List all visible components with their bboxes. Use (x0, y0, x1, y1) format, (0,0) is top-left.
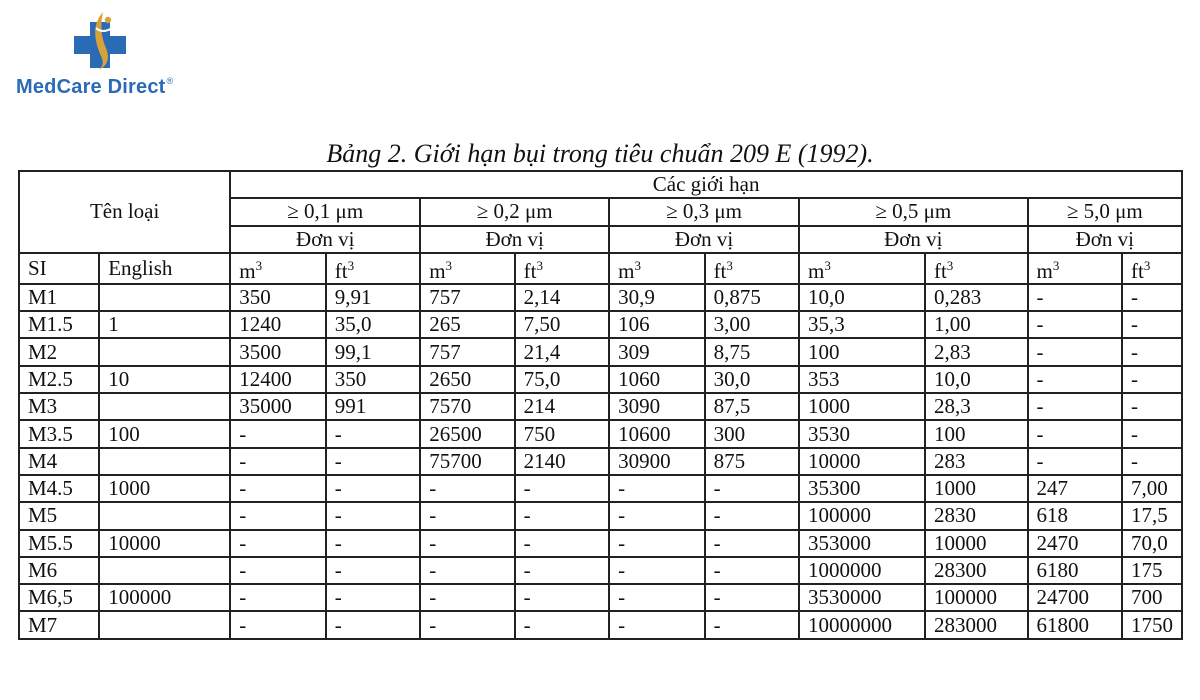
limit-value-cell: 100000 (799, 502, 925, 529)
limit-value-cell: 991 (326, 393, 420, 420)
limit-value-cell: 2,14 (515, 284, 609, 311)
limit-value-cell: 1000000 (799, 557, 925, 584)
unit-ft3: $ft^3$ (326, 253, 420, 284)
limit-value-cell: - (515, 502, 609, 529)
si-class-cell: M1 (19, 284, 99, 311)
english-class-cell (99, 448, 230, 475)
english-class-cell: 100 (99, 420, 230, 447)
table-row (19, 584, 1182, 611)
limit-value-cell: - (1028, 338, 1122, 365)
limit-value-cell: 2140 (515, 448, 609, 475)
limit-value-cell: 10000000 (799, 611, 925, 638)
limit-value-cell: 1240 (230, 311, 325, 338)
english-class-cell (99, 284, 230, 311)
limit-value-cell: 875 (705, 448, 799, 475)
limit-value-cell: 75,0 (515, 366, 609, 393)
limit-value-cell: - (609, 475, 704, 502)
table-row (19, 338, 1182, 365)
limit-value-cell: 2830 (925, 502, 1028, 529)
limit-value-cell: 300 (705, 420, 799, 447)
limit-value-cell: - (230, 475, 325, 502)
limit-value-cell: 283 (925, 448, 1028, 475)
limit-value-cell: 283000 (925, 611, 1028, 638)
limit-value-cell: - (1028, 284, 1122, 311)
unit-m3: $m^3$ (799, 253, 925, 284)
si-class-cell: M2 (19, 338, 99, 365)
limit-value-cell: - (326, 584, 420, 611)
unit-header: Đơn vị (420, 226, 609, 253)
limit-value-cell: - (609, 611, 704, 638)
size-header: ≥ 0,1 μm (230, 198, 420, 225)
limit-value-cell: 6180 (1028, 557, 1122, 584)
si-class-cell: M4.5 (19, 475, 99, 502)
limit-value-cell: - (326, 420, 420, 447)
limit-value-cell: 353 (799, 366, 925, 393)
unit-header: Đơn vị (799, 226, 1028, 253)
table-row (19, 502, 1182, 529)
limit-value-cell: 175 (1122, 557, 1182, 584)
si-class-cell: M5 (19, 502, 99, 529)
limit-value-cell: - (230, 530, 325, 557)
limits-header: Các giới hạn (230, 171, 1182, 198)
size-header: ≥ 0,5 μm (799, 198, 1028, 225)
limit-value-cell: - (705, 530, 799, 557)
english-class-cell (99, 502, 230, 529)
limit-value-cell: - (515, 584, 609, 611)
limit-value-cell: - (326, 557, 420, 584)
limit-value-cell: 70,0 (1122, 530, 1182, 557)
limit-value-cell: 265 (420, 311, 514, 338)
si-class-cell: M6,5 (19, 584, 99, 611)
unit-ft3: $ft^3$ (1122, 253, 1182, 284)
si-class-cell: M1.5 (19, 311, 99, 338)
limit-value-cell: 28,3 (925, 393, 1028, 420)
limit-value-cell: 7,50 (515, 311, 609, 338)
unit-ft3: $ft^3$ (705, 253, 799, 284)
table-row (19, 311, 1182, 338)
limit-value-cell: - (705, 557, 799, 584)
unit-header: Đơn vị (230, 226, 420, 253)
english-class-cell: 10 (99, 366, 230, 393)
limit-value-cell: - (326, 502, 420, 529)
limit-value-cell: 30900 (609, 448, 704, 475)
unit-m3: $m^3$ (420, 253, 514, 284)
unit-m3: $m^3$ (609, 253, 704, 284)
limit-value-cell: - (230, 448, 325, 475)
limit-value-cell: 2,83 (925, 338, 1028, 365)
limit-value-cell: 2650 (420, 366, 514, 393)
limit-value-cell: - (1122, 448, 1182, 475)
table-body (19, 284, 1182, 639)
limit-value-cell: 7570 (420, 393, 514, 420)
limit-value-cell: - (609, 502, 704, 529)
unit-m3: $m^3$ (230, 253, 325, 284)
si-class-cell: M6 (19, 557, 99, 584)
english-class-cell (99, 611, 230, 638)
limit-value-cell: 0,875 (705, 284, 799, 311)
limit-value-cell: 7,00 (1122, 475, 1182, 502)
limit-value-cell: - (609, 584, 704, 611)
size-header: ≥ 0,2 μm (420, 198, 609, 225)
limit-value-cell: - (1028, 311, 1122, 338)
limit-value-cell: 1,00 (925, 311, 1028, 338)
english-class-cell: 1000 (99, 475, 230, 502)
limit-value-cell: 30,9 (609, 284, 704, 311)
table-row (19, 557, 1182, 584)
limit-value-cell: 100 (925, 420, 1028, 447)
limit-value-cell: 10000 (925, 530, 1028, 557)
limit-value-cell: 10000 (799, 448, 925, 475)
limit-value-cell: - (1028, 393, 1122, 420)
limit-value-cell: - (230, 557, 325, 584)
limit-value-cell: - (420, 475, 514, 502)
limit-value-cell: 26500 (420, 420, 514, 447)
si-column-header: SI (19, 253, 99, 284)
limit-value-cell: 75700 (420, 448, 514, 475)
limit-value-cell: 35,0 (326, 311, 420, 338)
limit-value-cell: 1750 (1122, 611, 1182, 638)
limit-value-cell: 21,4 (515, 338, 609, 365)
unit-ft3: $ft^3$ (925, 253, 1028, 284)
limit-value-cell: - (326, 530, 420, 557)
limit-value-cell: - (609, 530, 704, 557)
limit-value-cell: 106 (609, 311, 704, 338)
limit-value-cell: - (420, 530, 514, 557)
english-column-header: English (99, 253, 230, 284)
limit-value-cell: 353000 (799, 530, 925, 557)
limit-value-cell: - (515, 557, 609, 584)
table-caption: Bảng 2. Giới hạn bụi trong tiêu chuẩn 209 E (1992). (326, 139, 874, 168)
table-row (19, 366, 1182, 393)
table-row (19, 611, 1182, 638)
limit-value-cell: 1000 (925, 475, 1028, 502)
unit-header: Đơn vị (1028, 226, 1182, 253)
limit-value-cell: - (420, 584, 514, 611)
limit-value-cell: - (420, 557, 514, 584)
limit-value-cell: - (326, 448, 420, 475)
limit-value-cell: 30,0 (705, 366, 799, 393)
limit-value-cell: 12400 (230, 366, 325, 393)
table-row (19, 420, 1182, 447)
limit-value-cell: - (326, 611, 420, 638)
english-class-cell (99, 557, 230, 584)
limit-value-cell: 61800 (1028, 611, 1122, 638)
dust-limits-table (18, 170, 1183, 640)
size-header: ≥ 0,3 μm (609, 198, 799, 225)
limit-value-cell: 618 (1028, 502, 1122, 529)
type-name-header: Tên loại (19, 171, 230, 253)
table-row (19, 284, 1182, 311)
limit-value-cell: 3500 (230, 338, 325, 365)
limit-value-cell: - (420, 611, 514, 638)
limit-value-cell: 750 (515, 420, 609, 447)
table-row (19, 393, 1182, 420)
limit-value-cell: 247 (1028, 475, 1122, 502)
limit-value-cell: 28300 (925, 557, 1028, 584)
si-class-cell: M5.5 (19, 530, 99, 557)
limit-value-cell: 0,283 (925, 284, 1028, 311)
unit-ft3: $ft^3$ (515, 253, 609, 284)
size-header: ≥ 5,0 μm (1028, 198, 1182, 225)
limit-value-cell: - (1122, 393, 1182, 420)
limit-value-cell: 9,91 (326, 284, 420, 311)
english-class-cell (99, 393, 230, 420)
limit-value-cell: 24700 (1028, 584, 1122, 611)
limit-value-cell: 35,3 (799, 311, 925, 338)
limit-value-cell: - (705, 475, 799, 502)
limit-value-cell: 99,1 (326, 338, 420, 365)
limit-value-cell: - (705, 611, 799, 638)
english-class-cell: 100000 (99, 584, 230, 611)
limit-value-cell: - (515, 475, 609, 502)
limit-value-cell: 757 (420, 338, 514, 365)
limit-value-cell: - (230, 584, 325, 611)
limit-value-cell: - (1028, 448, 1122, 475)
limit-value-cell: - (230, 420, 325, 447)
limit-value-cell: 350 (326, 366, 420, 393)
medcare-logo[interactable] (16, 10, 206, 102)
limit-value-cell: 1060 (609, 366, 704, 393)
limit-value-cell: - (1122, 366, 1182, 393)
limit-value-cell: - (705, 502, 799, 529)
limit-value-cell: 8,75 (705, 338, 799, 365)
limit-value-cell: - (705, 584, 799, 611)
limit-value-cell: - (1122, 284, 1182, 311)
table-row (19, 448, 1182, 475)
limit-value-cell: - (420, 502, 514, 529)
table-row (19, 475, 1182, 502)
limit-value-cell: 1000 (799, 393, 925, 420)
limit-value-cell: 3,00 (705, 311, 799, 338)
limit-value-cell: - (515, 530, 609, 557)
limit-value-cell: 35000 (230, 393, 325, 420)
limit-value-cell: 3530 (799, 420, 925, 447)
limit-value-cell: 350 (230, 284, 325, 311)
limit-value-cell: 2470 (1028, 530, 1122, 557)
limit-value-cell: 100 (799, 338, 925, 365)
limit-value-cell: 87,5 (705, 393, 799, 420)
si-class-cell: M4 (19, 448, 99, 475)
limit-value-cell: - (1122, 311, 1182, 338)
limit-value-cell: 3090 (609, 393, 704, 420)
unit-m3: $m^3$ (1028, 253, 1122, 284)
limit-value-cell: 10,0 (799, 284, 925, 311)
english-class-cell: 1 (99, 311, 230, 338)
limit-value-cell: 100000 (925, 584, 1028, 611)
si-class-cell: M3 (19, 393, 99, 420)
limit-value-cell: - (230, 502, 325, 529)
limit-value-cell: - (1028, 366, 1122, 393)
brand-name: MedCare Direct® (16, 76, 174, 98)
limit-value-cell: 3530000 (799, 584, 925, 611)
table-row (19, 530, 1182, 557)
limit-value-cell: 700 (1122, 584, 1182, 611)
limit-value-cell: 35300 (799, 475, 925, 502)
si-class-cell: M7 (19, 611, 99, 638)
limit-value-cell: 17,5 (1122, 502, 1182, 529)
limit-value-cell: - (1122, 338, 1182, 365)
limit-value-cell: 10,0 (925, 366, 1028, 393)
limit-value-cell: - (515, 611, 609, 638)
si-class-cell: M3.5 (19, 420, 99, 447)
limit-value-cell: - (1028, 420, 1122, 447)
si-class-cell: M2.5 (19, 366, 99, 393)
limit-value-cell: - (326, 475, 420, 502)
limit-value-cell: 214 (515, 393, 609, 420)
limit-value-cell: 10600 (609, 420, 704, 447)
medical-cross-icon (70, 10, 130, 72)
limit-value-cell: - (1122, 420, 1182, 447)
limit-value-cell: 309 (609, 338, 704, 365)
english-class-cell: 10000 (99, 530, 230, 557)
limit-value-cell: - (609, 557, 704, 584)
unit-header: Đơn vị (609, 226, 799, 253)
limit-value-cell: 757 (420, 284, 514, 311)
english-class-cell (99, 338, 230, 365)
limit-value-cell: - (230, 611, 325, 638)
